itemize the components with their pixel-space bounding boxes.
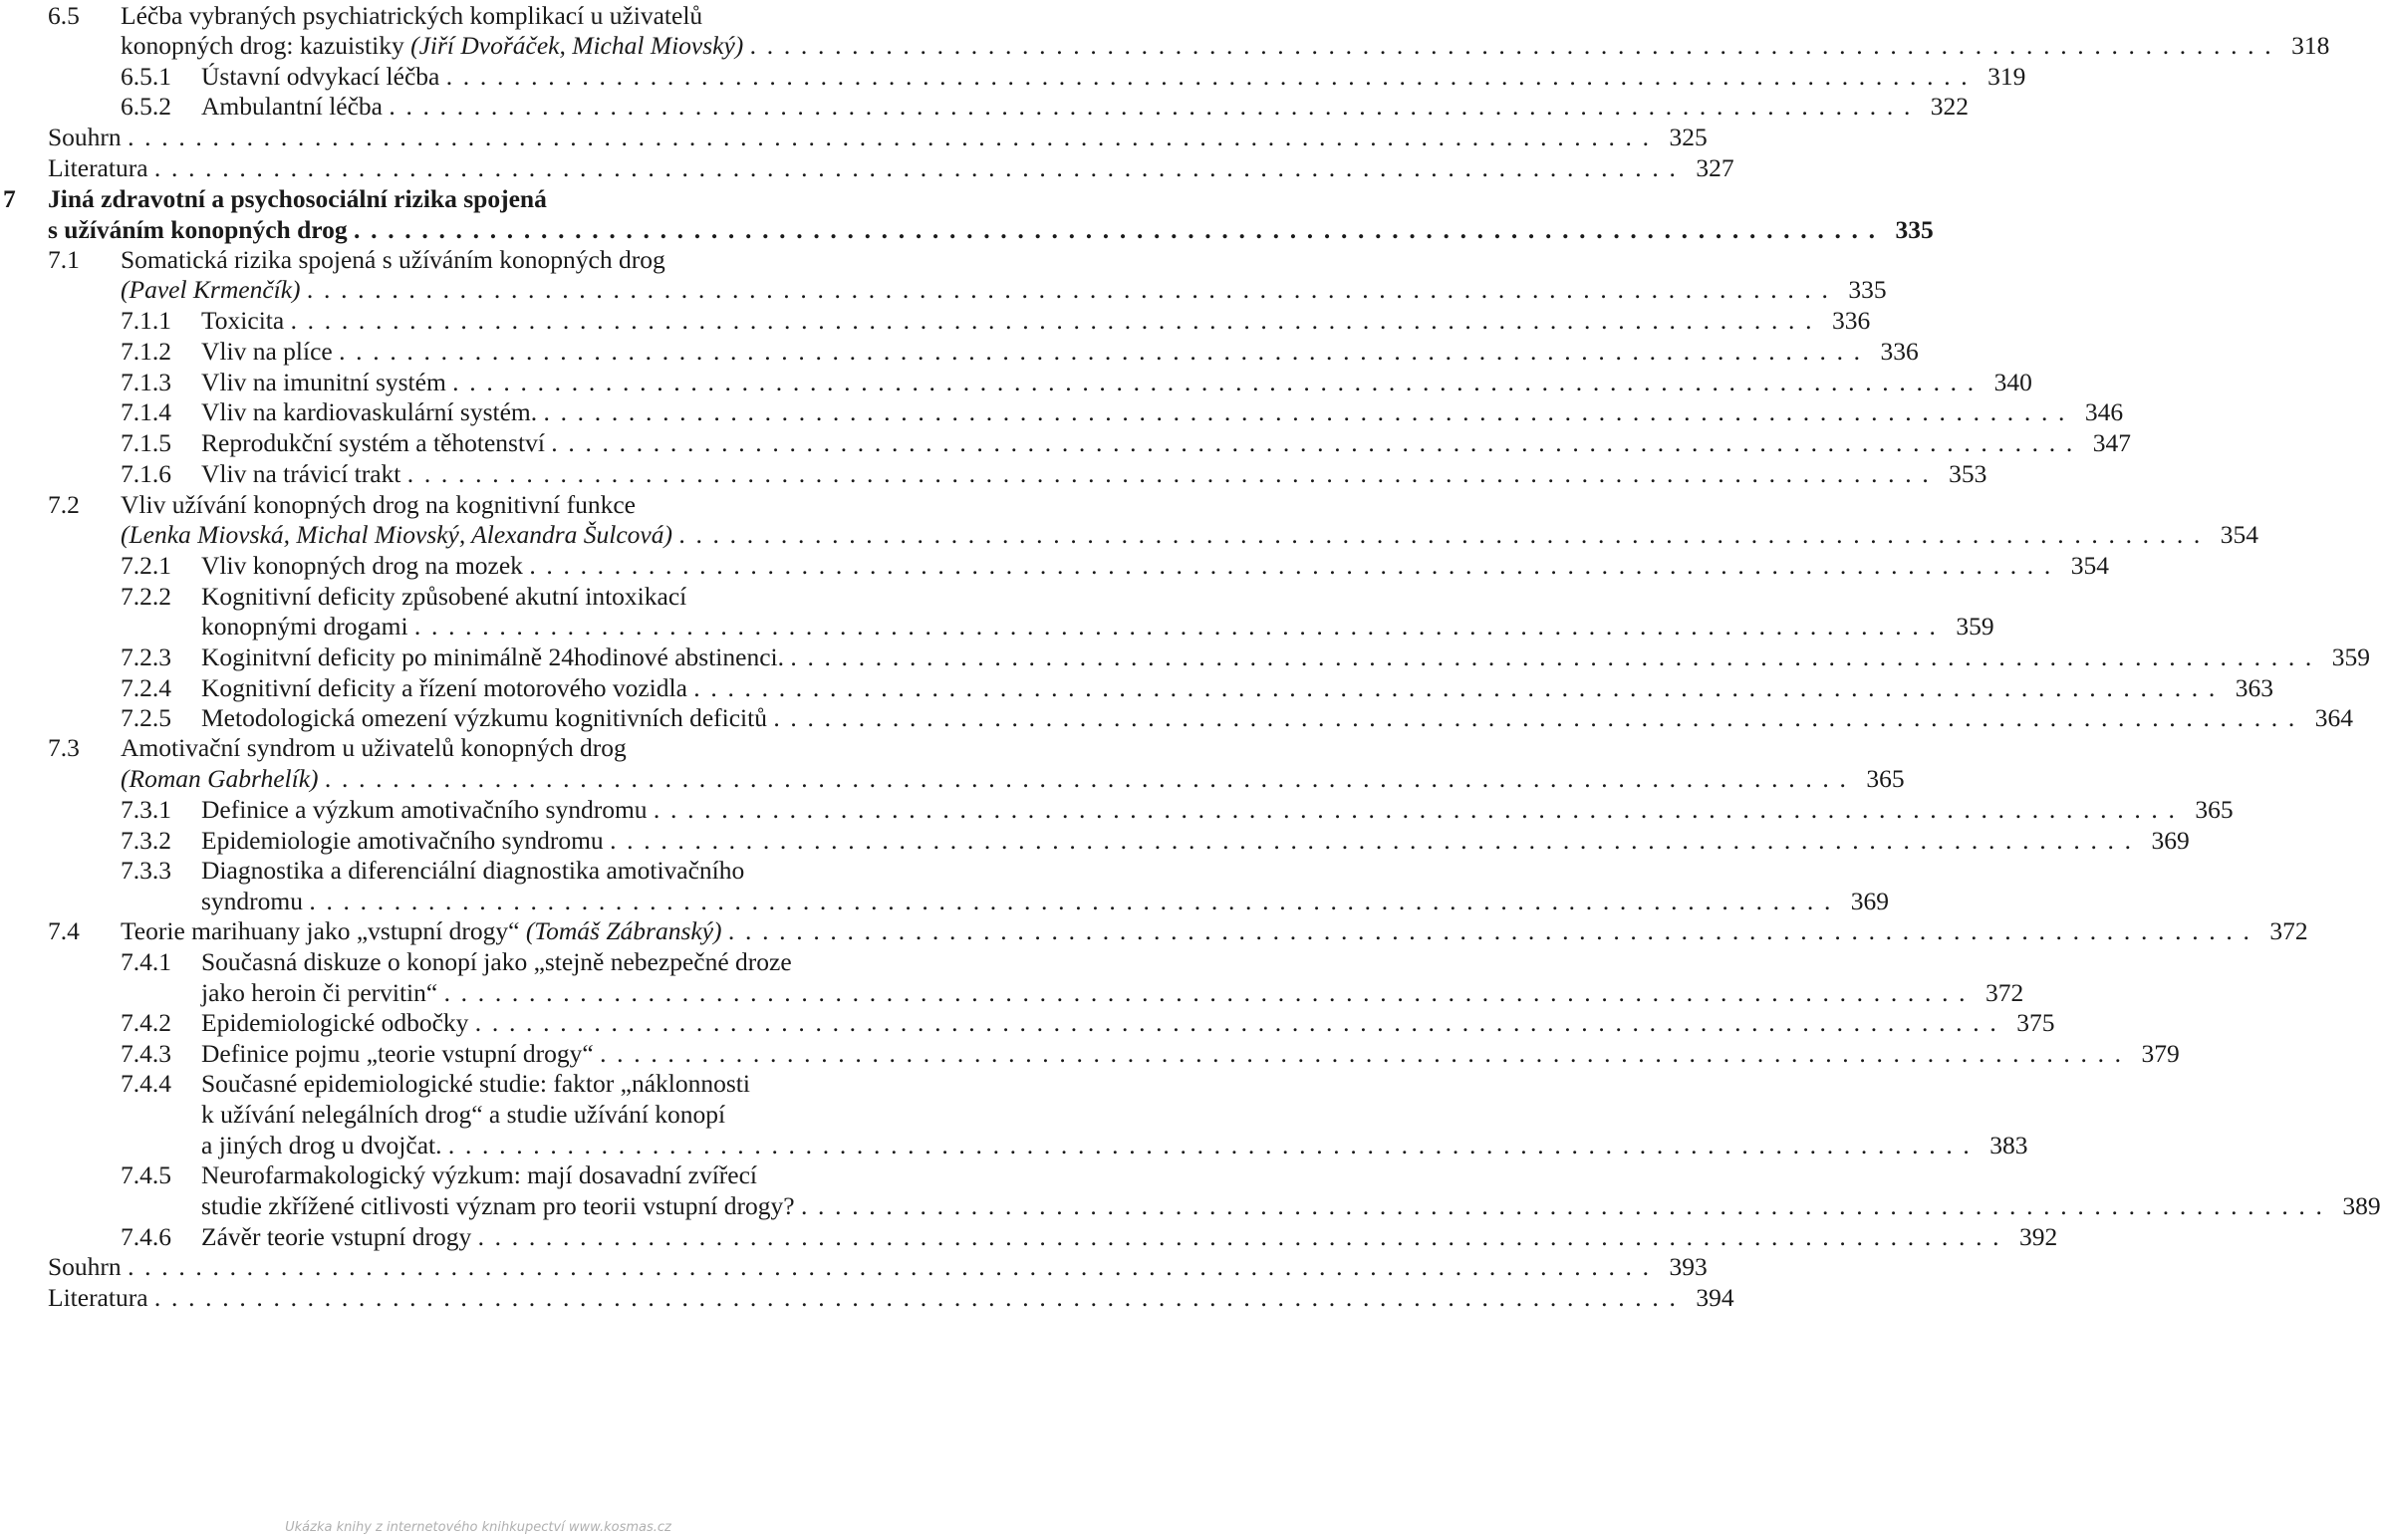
- leader-dots: ..........................................................................................: [443, 978, 1977, 1007]
- leader-dots: ..........................................................................................: [693, 673, 2226, 702]
- toc-entry-title: Jiná zdravotní a psychosociální rizika spojená: [48, 184, 547, 213]
- toc-entry-line: [0, 764, 1905, 794]
- leader-dots: ..........................................................................................: [727, 916, 2260, 945]
- toc-entry-title: (Lenka Miovská, Michal Miovský, Alexandra Šulcová): [121, 520, 672, 549]
- toc-entry-line: [0, 520, 2259, 550]
- toc-entry-number: 7.1.5: [121, 428, 171, 457]
- toc-page-number: 336: [1880, 337, 1919, 366]
- leader-dots: ..........................................................................................: [773, 703, 2305, 732]
- toc-page-number: 369: [1850, 887, 1890, 915]
- toc-entry-line: [0, 551, 2109, 581]
- leader-dots: ..........................................................................................: [354, 215, 1886, 244]
- toc-entry-line: [0, 1, 956, 31]
- toc-entry-line: [0, 215, 1934, 245]
- toc-entry-title: Vliv na trávicí trakt: [201, 459, 401, 488]
- toc-entry-line: [0, 1008, 2055, 1038]
- leader-dots: ..........................................................................................: [324, 764, 1857, 793]
- toc-entry-title: Souhrn: [48, 123, 122, 151]
- leader-dots: ..........................................................................................: [339, 337, 1871, 366]
- leader-dots: ..........................................................................................: [447, 1131, 1981, 1159]
- toc-entry-number: 7.1: [48, 245, 80, 274]
- toc-page-number: 372: [1985, 978, 2024, 1007]
- toc-entry-title: Koginitvní deficity po minimálně 24hodinové abstinenci.: [201, 642, 784, 671]
- toc-entry-number: 7.3.1: [121, 795, 171, 824]
- toc-entry-number: 7.1.4: [121, 397, 171, 426]
- toc-page-number: 393: [1669, 1252, 1708, 1281]
- toc-entry-number: 7: [3, 184, 16, 213]
- toc-page-number: 336: [1831, 306, 1871, 335]
- toc-entry-title: (Roman Gabrhelík): [121, 764, 319, 793]
- toc-entry-number: 7.2.2: [121, 582, 171, 611]
- toc-entry-line: [0, 795, 2234, 825]
- toc-entry-title: s užíváním konopných drog: [48, 215, 348, 244]
- toc-entry-number: 7.2.1: [121, 551, 171, 580]
- toc-entry-line: [0, 245, 956, 275]
- toc-entry-number: 7.2.4: [121, 673, 171, 702]
- leader-dots: ..........................................................................................: [610, 826, 2142, 855]
- toc-page-number: 354: [2220, 520, 2259, 549]
- toc-entry-line: [0, 1191, 2381, 1221]
- toc-entry-line: [0, 1283, 1734, 1313]
- toc-entry-line: [0, 703, 2353, 733]
- toc-entry-title: jako heroin či pervitin“: [201, 978, 438, 1007]
- toc-entry-title: Současná diskuze o konopí jako „stejně nebezpečné droze: [201, 947, 792, 976]
- leader-dots: ..........................................................................................: [477, 1222, 2010, 1251]
- leader-dots: ..........................................................................................: [309, 887, 1842, 915]
- leader-dots: ..........................................................................................: [474, 1008, 2007, 1037]
- toc-entry-line: [0, 582, 956, 612]
- toc-entry-number: 6.5: [48, 1, 80, 30]
- leader-dots: ..........................................................................................: [128, 123, 1660, 151]
- toc-entry-title: Teorie marihuany jako „vstupní drogy“ (Tomáš Zábranský): [121, 916, 722, 945]
- leader-dots: ..........................................................................................: [800, 1191, 2333, 1220]
- leader-dots: ..........................................................................................: [529, 551, 2061, 580]
- toc-entry-line: [0, 947, 956, 977]
- toc-page-number: 359: [2331, 642, 2371, 671]
- toc-entry-number: 7.3.3: [121, 856, 171, 885]
- toc-entry-line: [0, 1069, 956, 1099]
- toc-entry-number: 7.1.3: [121, 368, 171, 396]
- leader-dots: ..........................................................................................: [790, 642, 2323, 671]
- toc-entry-title: Toxicita: [201, 306, 285, 335]
- toc-page-number: 319: [1987, 62, 2026, 91]
- leader-dots: ..........................................................................................: [749, 31, 2282, 60]
- toc-entry-line: [0, 1131, 2028, 1160]
- leader-dots: ..........................................................................................: [128, 1252, 1660, 1281]
- toc-entry-title: Definice a výzkum amotivačního syndromu: [201, 795, 648, 824]
- toc-entry-line: [0, 153, 1734, 183]
- toc-page-number: 353: [1949, 459, 1987, 488]
- toc-entry-number: 7.4.3: [121, 1039, 171, 1068]
- toc-page-number: 318: [2291, 31, 2330, 60]
- toc-entry-line: [0, 428, 2131, 458]
- toc-entry-title: Vliv na plíce: [201, 337, 333, 366]
- toc-entry-title: (Pavel Krmenčík): [121, 275, 301, 304]
- toc-page-number: 394: [1696, 1283, 1734, 1312]
- toc-entry-title: Diagnostika a diferenciální diagnostika amotivačního: [201, 856, 745, 885]
- toc-entry-title: Závěr teorie vstupní drogy: [201, 1222, 472, 1251]
- toc-entry-line: [0, 275, 1887, 305]
- toc-entry-number: 7.3: [48, 733, 80, 762]
- toc-entry-title: a jiných drog u dvojčat.: [201, 1131, 442, 1159]
- toc-page-number: 340: [1993, 368, 2032, 396]
- toc-entry-line: [0, 856, 956, 886]
- toc-page-number: 372: [2269, 916, 2308, 945]
- toc-entry-title: Literatura: [48, 1283, 148, 1312]
- toc-entry-line: [0, 92, 1970, 122]
- leader-dots: ..........................................................................................: [551, 428, 2083, 457]
- toc-entry-number: 7.1.6: [121, 459, 171, 488]
- toc-entry-title: Ambulantní léčba: [201, 92, 383, 121]
- toc-entry-title: Kognitivní deficity a řízení motorového vozidla: [201, 673, 687, 702]
- toc-page-number: 379: [2141, 1039, 2180, 1068]
- toc-page-number: 325: [1669, 123, 1708, 151]
- toc-entry-title: k užívání nelegálních drog“ a studie užívání konopí: [201, 1100, 726, 1129]
- toc-entry-line: [0, 490, 956, 520]
- toc-entry-number: 7.2: [48, 490, 80, 519]
- toc-entry-number: 7.3.2: [121, 826, 171, 855]
- toc-page-number: 369: [2151, 826, 2190, 855]
- toc-entry-line: [0, 1039, 2180, 1069]
- toc-entry-line: [0, 397, 2124, 427]
- toc-entry-title: Definice pojmu „teorie vstupní drogy“: [201, 1039, 594, 1068]
- toc-page-number: 359: [1956, 612, 1994, 641]
- toc-entry-line: [0, 826, 2190, 856]
- leader-dots: ..........................................................................................: [653, 795, 2186, 824]
- toc-page-number: 365: [2195, 795, 2234, 824]
- toc-entry-number: 7.1.1: [121, 306, 171, 335]
- leader-dots: ..........................................................................................: [413, 612, 1947, 641]
- toc-page-number: 389: [2342, 1191, 2381, 1220]
- toc-entry-line: [0, 123, 1708, 152]
- toc-page-number: 364: [2314, 703, 2353, 732]
- toc-page-number: 335: [1848, 275, 1887, 304]
- leader-dots: ..........................................................................................: [406, 459, 1940, 488]
- toc-entry-title: Současné epidemiologické studie: faktor „náklonnosti: [201, 1069, 750, 1098]
- leader-dots: ..........................................................................................: [678, 520, 2212, 549]
- toc-entry-title: Kognitivní deficity způsobené akutní intoxikací: [201, 582, 687, 611]
- toc-entry-line: [0, 1160, 956, 1190]
- toc-entry-line: [0, 978, 2024, 1008]
- toc-entry-line: [0, 642, 2371, 672]
- toc-entry-title: Ústavní odvykací léčba: [201, 62, 440, 91]
- toc-entry-line: [0, 887, 1890, 916]
- toc-entry-number: 7.2.5: [121, 703, 171, 732]
- toc-entry-line: [0, 733, 956, 763]
- toc-entry-line: [0, 612, 1994, 642]
- toc-page-number: 347: [2092, 428, 2131, 457]
- watermark-footer: Ukázka knihy z internetového knihkupectví www.kosmas.cz: [285, 1520, 671, 1535]
- leader-dots: ..........................................................................................: [600, 1039, 2132, 1068]
- toc-page-number: 354: [2070, 551, 2109, 580]
- toc-entry-title: Epidemiologie amotivačního syndromu: [201, 826, 604, 855]
- toc-entry-title: studie zkřížené citlivosti význam pro teorii vstupní drogy?: [201, 1191, 795, 1220]
- toc-entry-title: Vliv na imunitní systém: [201, 368, 446, 396]
- toc-entry-number: 7.4: [48, 916, 80, 945]
- toc-entry-title: Somatická rizika spojená s užíváním konopných drog: [121, 245, 665, 274]
- toc-entry-line: [0, 673, 2273, 703]
- toc-entry-line: [0, 368, 2032, 397]
- toc-entry-title: Souhrn: [48, 1252, 122, 1281]
- leader-dots: ..........................................................................................: [389, 92, 1922, 121]
- toc-entry-line: [0, 31, 2330, 61]
- toc-entry-number: 7.4.2: [121, 1008, 171, 1037]
- toc-entry-title: Léčba vybraných psychiatrických komplikací u uživatelů: [121, 1, 703, 30]
- toc-entry-line: [0, 1222, 2058, 1252]
- leader-dots: ..........................................................................................: [452, 368, 1984, 396]
- toc-entry-title: Vliv na kardiovaskulární systém.: [201, 397, 538, 426]
- toc-page-number: 383: [1989, 1131, 2028, 1159]
- toc-page-number: 327: [1696, 153, 1734, 182]
- toc-entry-line: [0, 306, 1871, 336]
- toc-entry-title: Epidemiologické odbočky: [201, 1008, 469, 1037]
- toc-entry-line: [0, 1100, 956, 1130]
- toc-entry-number: 6.5.2: [121, 92, 171, 121]
- leader-dots: ..........................................................................................: [306, 275, 1839, 304]
- toc-entry-title: syndromu: [201, 887, 303, 915]
- toc-entry-title: Metodologická omezení výzkumu kognitivních deficitů: [201, 703, 767, 732]
- toc-entry-title: Vliv užívání konopných drog na kognitivní funkce: [121, 490, 636, 519]
- toc-entry-line: [0, 337, 1919, 367]
- toc-page-number: 322: [1930, 92, 1970, 121]
- toc-entry-line: [0, 916, 2308, 946]
- toc-page-number: 346: [2084, 397, 2124, 426]
- toc-page-number: 365: [1866, 764, 1905, 793]
- toc-entry-line: [0, 1252, 1708, 1282]
- toc-entry-number: 7.4.5: [121, 1160, 171, 1189]
- toc-entry-title: Amotivační syndrom u uživatelů konopných drog: [121, 733, 627, 762]
- leader-dots: ..........................................................................................: [543, 397, 2076, 426]
- toc-entry-number: 7.1.2: [121, 337, 171, 366]
- toc-entry-title: Neurofarmakologický výzkum: mají dosavadní zvířecí: [201, 1160, 757, 1189]
- toc-entry-number: 7.4.1: [121, 947, 171, 976]
- toc-page-number: 392: [2019, 1222, 2058, 1251]
- toc-entry-line: [0, 184, 956, 214]
- toc-entry-title: Vliv konopných drog na mozek: [201, 551, 523, 580]
- leader-dots: ..........................................................................................: [153, 1283, 1687, 1312]
- toc-entry-number: 7.4.4: [121, 1069, 171, 1098]
- leader-dots: ..........................................................................................: [290, 306, 1823, 335]
- toc-entry-number: 7.2.3: [121, 642, 171, 671]
- toc-entry-title: Reprodukční systém a těhotenství: [201, 428, 545, 457]
- toc-page-number: 375: [2016, 1008, 2055, 1037]
- toc-entry-title: konopných drog: kazuistiky (Jiří Dvořáček, Michal Miovský): [121, 31, 744, 60]
- toc-page-number: 363: [2235, 673, 2273, 702]
- leader-dots: ..........................................................................................: [153, 153, 1687, 182]
- toc-entry-line: [0, 62, 2026, 92]
- toc-entry-title: Literatura: [48, 153, 148, 182]
- toc-entry-title: konopnými drogami: [201, 612, 408, 641]
- toc-entry-number: 6.5.1: [121, 62, 171, 91]
- toc-entry-number: 7.4.6: [121, 1222, 171, 1251]
- leader-dots: ..........................................................................................: [445, 62, 1979, 91]
- toc-page-number: 335: [1895, 215, 1934, 244]
- toc-entry-line: [0, 459, 1987, 489]
